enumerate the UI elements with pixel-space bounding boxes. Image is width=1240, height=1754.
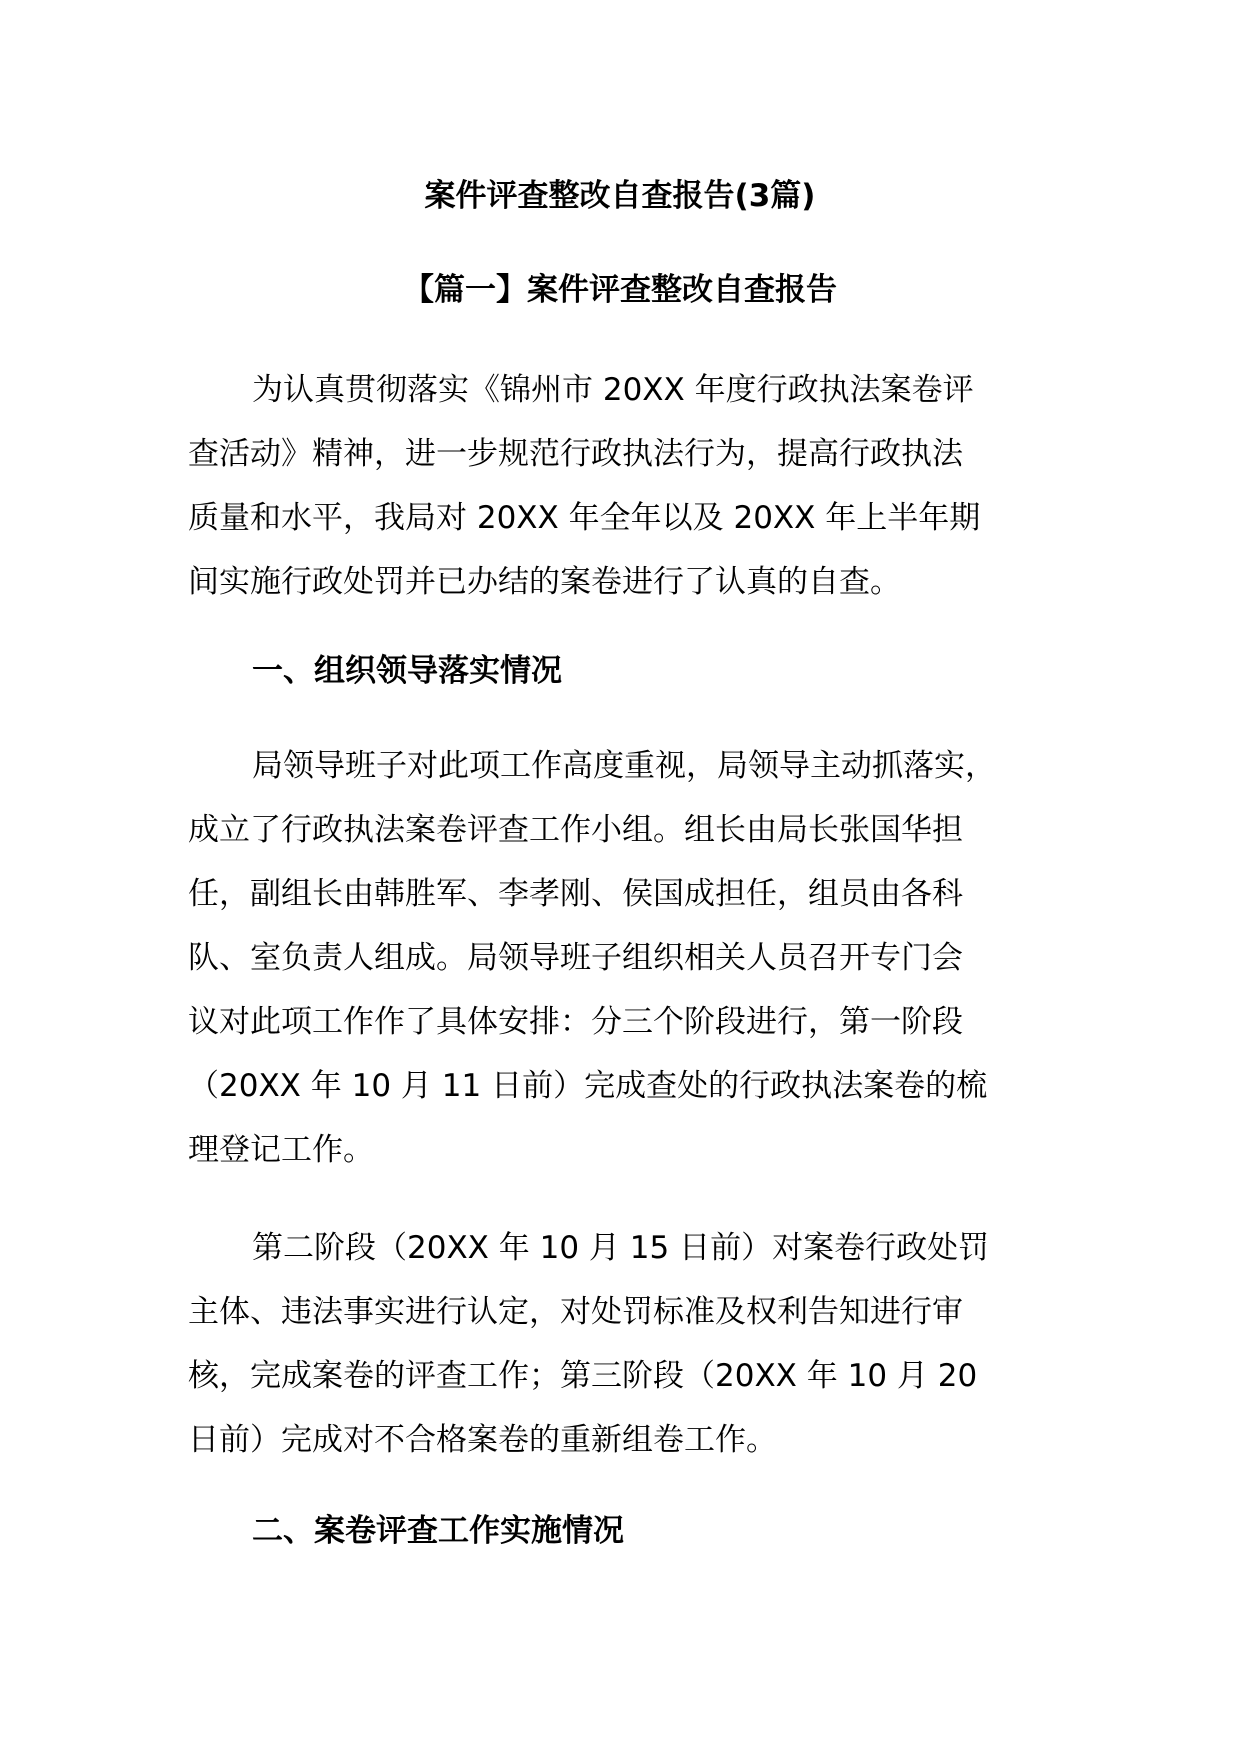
paragraph-organization	[188, 734, 1068, 1182]
paragraph-line: 任，副组长由韩胜军、李孝刚、侯国成担任，组员由各科	[188, 876, 963, 912]
paragraph-line: 队、室负责人组成。局领导班子组织相关人员召开专门会	[188, 940, 963, 976]
paragraph-line: 主体、违法事实进行认定，对处罚标准及权利告知进行审	[188, 1294, 963, 1330]
paragraph-line: 核，完成案卷的评查工作；第三阶段（20XX 年 10 月 20	[188, 1358, 978, 1394]
paragraph-line: 议对此项工作作了具体安排：分三个阶段进行，第一阶段	[188, 1004, 963, 1040]
heading-organization: 一、组织领导落实情况	[252, 653, 562, 689]
heading-implementation: 二、案卷评查工作实施情况	[252, 1513, 624, 1549]
paragraph-line: （20XX 年 10 月 11 日前）完成查处的行政执法案卷的梳	[188, 1068, 988, 1104]
paragraph-intro	[188, 358, 1068, 614]
paragraph-line: 日前）完成对不合格案卷的重新组卷工作。	[188, 1422, 777, 1458]
paragraph-line: 成立了行政执法案卷评查工作小组。组长由局长张国华担	[188, 812, 963, 848]
paragraph-line: 质量和水平，我局对 20XX 年全年以及 20XX 年上半年期	[188, 500, 981, 536]
paragraph-line: 为认真贯彻落实《锦州市 20XX 年度行政执法案卷评	[252, 372, 974, 408]
paragraph-line: 间实施行政处罚并已办结的案卷进行了认真的自查。	[188, 564, 901, 600]
document-title: 案件评查整改自查报告(3篇)	[424, 178, 816, 214]
section-title: 【篇一】案件评查整改自查报告	[403, 272, 837, 308]
paragraph-line: 第二阶段（20XX 年 10 月 15 日前）对案卷行政处罚	[252, 1230, 990, 1266]
paragraph-line: 局领导班子对此项工作高度重视，局领导主动抓落实，	[252, 748, 996, 784]
paragraph-line: 理登记工作。	[188, 1132, 374, 1168]
paragraph-line: 查活动》精神，进一步规范行政执法行为，提高行政执法	[188, 436, 963, 472]
paragraph-stages	[188, 1216, 1068, 1472]
